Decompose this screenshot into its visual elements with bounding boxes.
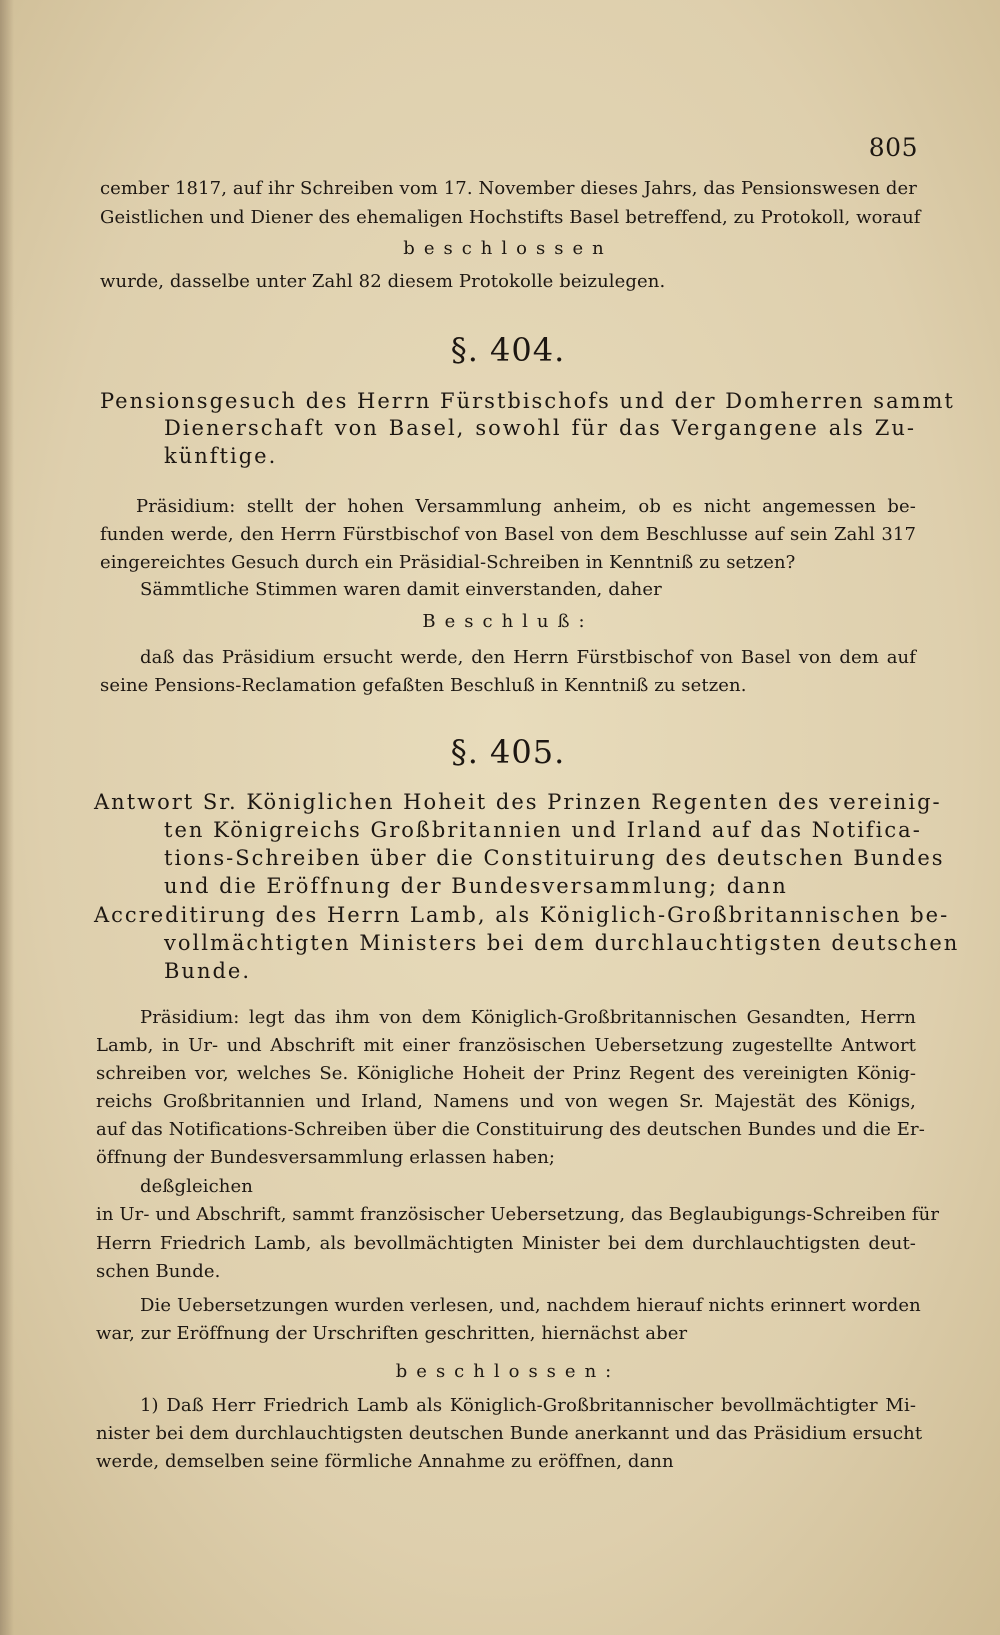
page-edge-shadow [0, 0, 14, 1635]
section-404-heading-line-2: Dienerschaft von Basel, sowohl für das Vergangene als Zu- [164, 416, 916, 440]
section-405-body-line-12: war, zur Eröffnung der Urschriften geschritten, hiernächst aber [96, 1323, 688, 1344]
section-405-body-line-1: Präsidium: legt das ihm von dem Königlich-Großbritannischen Gesandten, Herrn [140, 1007, 916, 1028]
section-404-body-line-4: Sämmtliche Stimmen waren damit einverstanden, daher [140, 579, 662, 600]
section-405-heading-line-6: vollmächtigten Ministers bei dem durchlauchtigsten deutschen [164, 931, 960, 955]
section-405-heading-line-4: und die Eröffnung der Bundesversammlung; dann [164, 874, 788, 898]
section-405-body-line-8: in Ur- und Abschrift, sammt französischer Uebersetzung, das Beglaubigungs-Schreiben für [96, 1204, 940, 1225]
section-404-decision-word: Beschluß: [422, 611, 594, 632]
section-405-body-line-6: öffnung der Bundesversammlung erlassen haben; [96, 1147, 556, 1168]
section-404-heading-line-3: künftige. [164, 444, 278, 468]
section-405-heading-line-5: Accreditirung des Herrn Lamb, als Königlich-Großbritannischen be- [94, 903, 950, 927]
section-404-mark: §. 404. [450, 331, 566, 369]
section-405-mark: §. 405. [450, 733, 566, 771]
page-number: 805 [868, 133, 918, 162]
section-405-heading-line-3: tions-Schreiben über die Constituirung des deutschen Bundes [164, 846, 945, 870]
section-404-decision-line-2: seine Pensions-Reclamation gefaßten Beschluß in Kenntniß zu setzen. [100, 675, 747, 696]
section-405-heading-line-2: ten Königreichs Großbritannien und Irland auf das Notifica- [164, 818, 922, 842]
section-405-body-line-7: deßgleichen [140, 1176, 253, 1197]
section-404-body-line-2: funden werde, den Herrn Fürstbischof von Basel von dem Beschlusse auf sein Zahl 317 [100, 524, 916, 545]
section-404-body-line-1: Präsidium: stellt der hohen Versammlung anheim, ob es nicht angemessen be- [136, 496, 916, 517]
section-405-body-line-5: auf das Notifications-Schreiben über die Constituirung des deutschen Bundes und die Er- [96, 1119, 925, 1140]
section-404-heading-line-1: Pensionsgesuch des Herrn Fürstbischofs und der Domherren sammt [100, 389, 955, 413]
section-405-body-line-2: Lamb, in Ur- und Abschrift mit einer französischen Uebersetzung zugestellte Antwort [96, 1035, 916, 1056]
section-405-decision-line-3: werde, demselben seine förmliche Annahme zu eröffnen, dann [96, 1451, 674, 1472]
intro-line-1: cember 1817, auf ihr Schreiben vom 17. November dieses Jahrs, das Pensionswesen der [100, 178, 917, 199]
section-404-body-line-3: eingereichtes Gesuch durch ein Präsidial-Schreiben in Kenntniß zu setzen? [100, 552, 796, 573]
section-405-decision-line-1: 1) Daß Herr Friedrich Lamb als Königlich-Großbritannischer bevollmächtigter Mi- [140, 1395, 916, 1416]
section-405-body-line-4: reichs Großbritannien und Irland, Namens und von wegen Sr. Majestät des Königs, [96, 1091, 916, 1112]
intro-closing-line: wurde, dasselbe unter Zahl 82 diesem Protokolle beizulegen. [100, 271, 666, 292]
section-404-decision-line-1: daß das Präsidium ersucht werde, den Herrn Fürstbischof von Basel von dem auf [140, 647, 916, 668]
section-405-body-line-3: schreiben vor, welches Se. Königliche Hoheit der Prinz Regent des vereinigten König- [96, 1063, 916, 1084]
section-405-body-line-9: Herrn Friedrich Lamb, als bevollmächtigten Minister bei dem durchlauchtigsten deut- [96, 1233, 916, 1254]
intro-line-2: Geistlichen und Diener des ehemaligen Hochstifts Basel betreffend, zu Protokoll, worauf [100, 207, 921, 228]
section-405-heading-line-1: Antwort Sr. Königlichen Hoheit des Prinzen Regenten des vereinig- [94, 790, 942, 814]
section-405-decision-word: beschlossen: [395, 1361, 621, 1382]
section-405-decision-line-2: nister bei dem durchlauchtigsten deutschen Bunde anerkannt und das Präsidium ersucht [96, 1423, 923, 1444]
section-405-body-line-11: Die Uebersetzungen wurden verlesen, und, nachdem hierauf nichts erinnert worden [140, 1295, 921, 1316]
section-405-heading-line-7: Bunde. [164, 959, 252, 983]
section-405-body-line-10: schen Bunde. [96, 1261, 221, 1282]
intro-decision-word: beschlossen [403, 238, 613, 259]
